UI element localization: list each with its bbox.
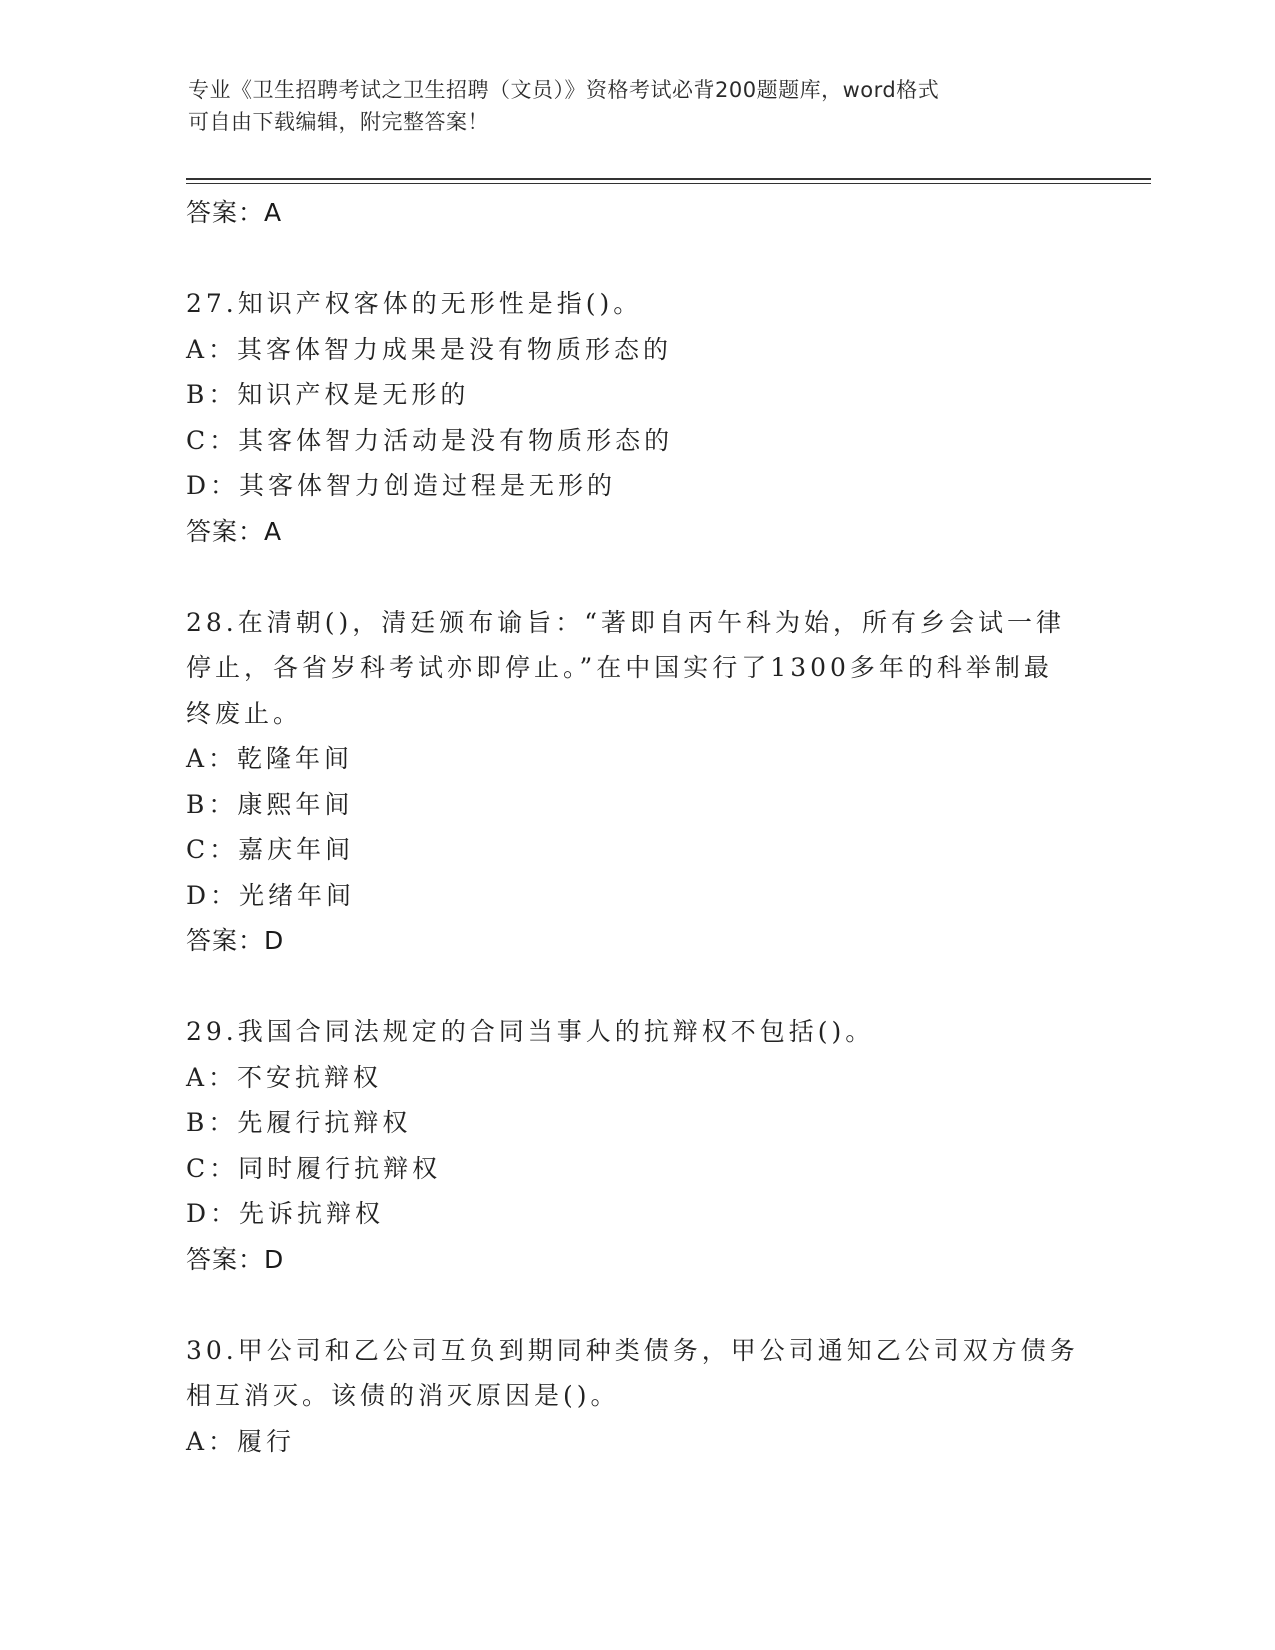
option-c: C：其客体智力活动是没有物质形态的 bbox=[186, 425, 674, 455]
question-30 bbox=[186, 1328, 1086, 1465]
spacer bbox=[186, 236, 1086, 281]
question-stem-line-2: 停止，各省岁科考试亦即停止。”在中国实行了1300多年的科举制最 bbox=[186, 653, 1053, 682]
option-d: D：光绪年间 bbox=[186, 880, 356, 910]
option-d: D：先诉抗辩权 bbox=[186, 1199, 385, 1228]
option-b: B：先履行抗辩权 bbox=[186, 1108, 412, 1137]
spacer bbox=[186, 1283, 1086, 1328]
header-line-2: 可自由下载编辑，附完整答案！ bbox=[188, 110, 489, 134]
header-rule-thin bbox=[186, 183, 1151, 184]
option-c: C：嘉庆年间 bbox=[186, 835, 355, 864]
question-28 bbox=[186, 600, 1086, 965]
question-list bbox=[186, 190, 1086, 1464]
option-c: C：同时履行抗辩权 bbox=[186, 1153, 442, 1183]
document-header bbox=[188, 74, 1058, 138]
question-stem-line-1: 28.在清朝()，清廷颁布谕旨：“著即自丙午科为始，所有乡会试一律 bbox=[186, 607, 1066, 637]
question-stem-line-2: 相互消灭。该债的消灭原因是()。 bbox=[186, 1381, 620, 1410]
spacer bbox=[186, 555, 1086, 600]
option-a: A：履行 bbox=[186, 1426, 296, 1456]
option-a: A：不安抗辩权 bbox=[186, 1062, 383, 1092]
question-27 bbox=[186, 281, 1086, 555]
answer-label: 答案：D bbox=[186, 926, 285, 955]
option-a: A：乾隆年间 bbox=[186, 744, 354, 773]
header-rule-thick bbox=[186, 178, 1151, 180]
answer-label: 答案：A bbox=[186, 198, 283, 227]
header-line-1: 专业《卫生招聘考试之卫生招聘（文员）》资格考试必背200题题库，word格式 bbox=[188, 78, 940, 102]
question-stem: 27.知识产权客体的无形性是指()。 bbox=[186, 289, 643, 318]
spacer bbox=[186, 964, 1086, 1009]
answer-label: 答案：A bbox=[186, 516, 283, 546]
question-29 bbox=[186, 1009, 1086, 1283]
option-a: A：其客体智力成果是没有物质形态的 bbox=[186, 334, 673, 364]
question-stem-line-3: 终废止。 bbox=[186, 698, 303, 728]
option-d: D：其客体智力创造过程是无形的 bbox=[186, 471, 617, 500]
option-b: B：知识产权是无形的 bbox=[186, 380, 470, 409]
question-stem-line-1: 30.甲公司和乙公司互负到期同种类债务，甲公司通知乙公司双方债务 bbox=[186, 1335, 1079, 1365]
question-stem: 29.我国合同法规定的合同当事人的抗辩权不包括()。 bbox=[186, 1017, 875, 1046]
answer-label: 答案：D bbox=[186, 1244, 285, 1274]
option-b: B：康熙年间 bbox=[186, 789, 354, 819]
